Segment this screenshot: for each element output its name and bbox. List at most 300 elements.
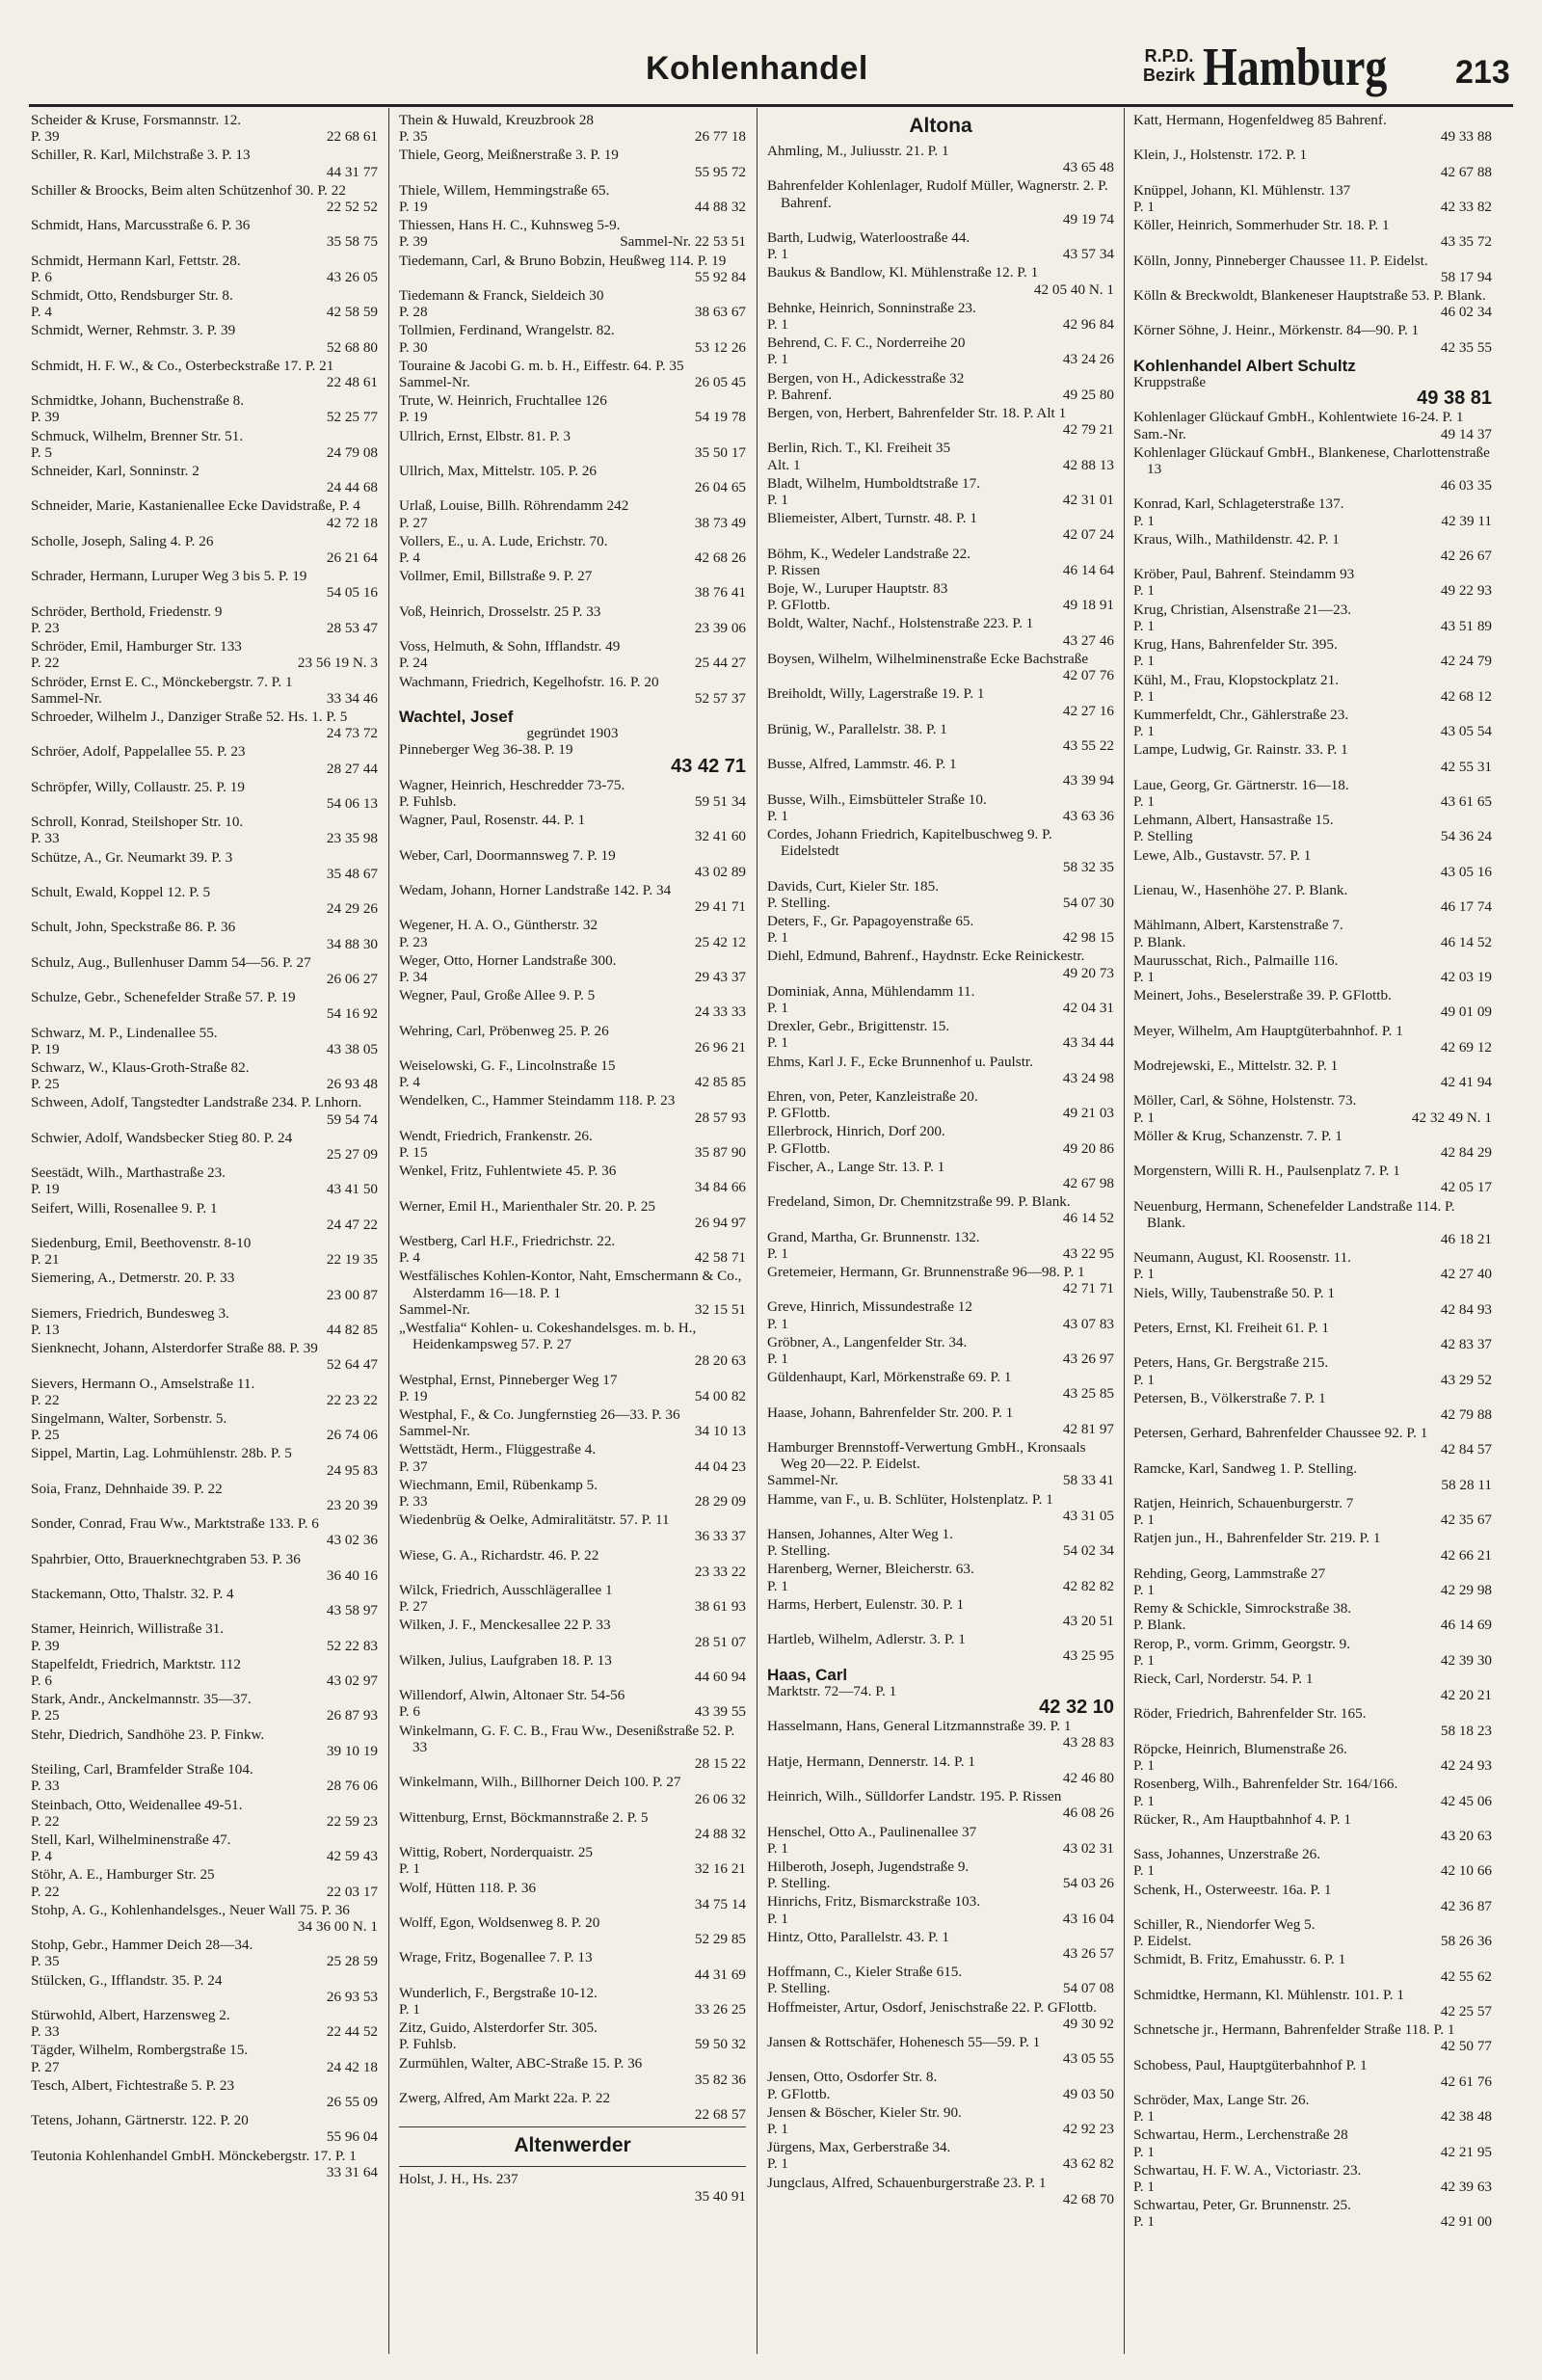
listing-tail: P. 23	[399, 933, 428, 950]
listing-entry	[1133, 1741, 1492, 1774]
listing-phone: 43 05 54	[1440, 723, 1492, 740]
listing-phone-row	[1133, 1109, 1492, 1126]
listing-address: Siedenburg, Emil, Beethovenstr. 8-10	[31, 1235, 252, 1251]
listing-phone: 43 07 83	[1062, 1315, 1114, 1332]
listing-address: Möller & Krug, Schanzenstr. 7. P. 1	[1133, 1127, 1343, 1144]
listing-phone: 43 22 95	[1062, 1244, 1114, 1262]
listing-entry	[1133, 374, 1492, 410]
listing-phone-row	[1147, 759, 1492, 775]
listing-phone-row	[781, 2016, 1114, 2032]
listing-phone-row	[781, 1070, 1114, 1086]
listing-address: Vollmer, Emil, Billstraße 9. P. 27	[399, 568, 593, 585]
listing-tail: P. 1	[1133, 687, 1155, 705]
listing-tail: P. 1	[1133, 1266, 1155, 1283]
listing-phone-row	[44, 1005, 378, 1022]
listing-phone: 46 14 64	[1062, 561, 1114, 578]
listing-phone-row	[1133, 1511, 1492, 1529]
listing-address: Stackemann, Otto, Thalstr. 32. P. 4	[31, 1586, 234, 1603]
listing-phone: 26 96 21	[694, 1038, 746, 1056]
listing-phone: 35 87 90	[694, 1143, 746, 1161]
listing-address: Rücker, R., Am Hauptbahnhof 4. P. 1	[1133, 1810, 1351, 1828]
listing-address: Hilberoth, Joseph, Jugendstraße 9.	[767, 1858, 970, 1875]
listing-phone-row	[44, 1743, 378, 1759]
listing-address: Schobess, Paul, Hauptgüterbahnhof P. 1	[1133, 2056, 1368, 2073]
listing-entry	[767, 1667, 1114, 1683]
listing-address: Krug, Christian, Alsenstraße 21—23.	[1133, 601, 1352, 618]
listing-entry	[399, 1320, 746, 1370]
city-name: Hamburg	[1203, 38, 1388, 97]
listing-address: Hamburger Brennstoff-Verwertung GmbH., Kronsaals Weg 20—22. P. Eidelst.	[767, 1439, 1086, 1473]
listing-entry	[1133, 1285, 1492, 1318]
listing-phone-row	[767, 1839, 1114, 1857]
listing-tail: P. 25	[31, 1076, 60, 1093]
listing-entry	[31, 1726, 378, 1759]
listing-entry	[1133, 1390, 1492, 1423]
listing-entry	[31, 1410, 378, 1443]
listing-entry	[399, 1511, 746, 1544]
listing-entry	[31, 1902, 378, 1935]
listing-tail: P. 1	[1133, 617, 1155, 634]
listing-entry	[767, 1334, 1114, 1367]
listing-tail: P. 1	[1133, 199, 1155, 216]
listing-phone: 26 87 93	[326, 1707, 378, 1725]
listing-address: Schwarz, W., Klaus-Groth-Straße 82.	[31, 1058, 250, 1076]
listing-entry	[399, 638, 746, 671]
listing-address: Schmidt, Otto, Rendsburger Str. 8.	[31, 287, 233, 305]
listing-phone-row	[1133, 1371, 1492, 1388]
listing-phone: 25 42 12	[694, 933, 746, 950]
listing-entry	[1133, 987, 1492, 1020]
listing-address: Weger, Otto, Horner Landstraße 300.	[399, 951, 617, 969]
listing-phone: 42 03 19	[1440, 968, 1492, 985]
listing-phone-row	[1147, 477, 1492, 494]
listing-phone: 26 74 06	[326, 1427, 378, 1444]
listing-phone: 43 02 36	[326, 1532, 378, 1549]
listing-phone-row	[31, 619, 378, 636]
listing-entry	[399, 847, 746, 880]
listing-entry	[767, 2104, 1114, 2137]
listing-phone: 42 05 40 N. 1	[1033, 281, 1114, 298]
listing-entry	[767, 1298, 1114, 1331]
listing-tail: P. Stelling.	[767, 1980, 831, 1997]
page-header	[29, 29, 1513, 104]
listing-entry	[767, 300, 1114, 333]
listing-address: Wolf, Hütten 118. P. 36	[399, 1879, 537, 1896]
listing-entry	[1133, 1354, 1492, 1387]
listing-phone: 49 25 80	[1062, 386, 1114, 403]
listing-phone-row	[44, 1356, 378, 1373]
listing-phone-row	[44, 479, 378, 495]
listing-phone: 29 43 37	[694, 968, 746, 985]
listing-phone: 35 82 36	[694, 2071, 746, 2088]
listing-address: Stamer, Heinrich, Willistraße 31.	[31, 1620, 225, 1638]
listing-tail: Alt. 1	[767, 456, 801, 473]
rpd-line2: Bezirk	[1142, 66, 1196, 85]
listing-address: Breiholdt, Willy, Lagerstraße 19. P. 1	[767, 685, 985, 703]
listing-phone-row	[412, 1110, 746, 1126]
listing-entry	[767, 229, 1114, 262]
listing-phone-row	[31, 409, 378, 426]
listing-phone-row	[44, 339, 378, 356]
listing-phone-row	[31, 1391, 378, 1408]
listing-entry	[767, 1526, 1114, 1559]
listing-phone: 28 27 44	[326, 760, 378, 777]
listing-phone: 49 21 03	[1062, 1105, 1114, 1122]
listing-phone: 42 71 71	[1062, 1280, 1114, 1297]
listing-entry	[399, 1617, 746, 1649]
listing-entry	[1133, 1425, 1492, 1457]
listing-entry	[31, 2077, 378, 2110]
listing-phone-row	[31, 2058, 378, 2075]
listing-entry	[1133, 952, 1492, 985]
listing-tail: P. 25	[31, 1707, 60, 1725]
listing-phone: 58 28 11	[1441, 1476, 1492, 1493]
listing-phone-row	[44, 374, 378, 390]
listing-tail: P. 27	[31, 2058, 60, 2075]
listing-address: Westfälisches Kohlen-Kontor, Naht, Emschermann & Co., Alsterdamm 16—18. P. 1	[399, 1268, 742, 1301]
listing-address: Behrend, C. F. C., Norderreihe 20	[767, 334, 966, 352]
listing-entry	[767, 1964, 1114, 1996]
section-title: Altenwerder	[514, 2134, 631, 2157]
listing-entry	[767, 1404, 1114, 1437]
listing-phone-row	[44, 199, 378, 215]
listing-phone-row	[1133, 968, 1492, 985]
listing-entry	[31, 1305, 378, 1338]
listing-phone: 22 48 61	[326, 374, 378, 391]
column-1	[31, 112, 378, 2358]
listing-phone-row	[781, 1647, 1114, 1664]
listing-phone-row	[399, 374, 746, 391]
listing-phone: 42 27 16	[1062, 702, 1114, 719]
listing-phone-row	[399, 233, 746, 251]
listing-phone: 23 39 06	[694, 619, 746, 636]
listing-address: Krug, Hans, Bahrenfelder Str. 395.	[1133, 636, 1338, 654]
listing-address: Rerop, P., vorm. Grimm, Georgstr. 9.	[1133, 1635, 1350, 1652]
listing-address: Jürgens, Max, Gerberstraße 34.	[767, 2139, 951, 2156]
listing-phone-row	[412, 1179, 746, 1195]
listing-phone: 28 53 47	[326, 619, 378, 636]
listing-address: Schwier, Adolf, Wandsbecker Stieg 80. P. 24	[31, 1129, 293, 1146]
listing-phone: 49 22 93	[1440, 582, 1492, 600]
listing-entry	[31, 2007, 378, 2040]
listing-entry	[31, 1164, 378, 1197]
listing-phone: 28 57 93	[694, 1109, 746, 1126]
listing-phone: 43 35 72	[1440, 233, 1492, 251]
listing-address: Tiedemann, Carl, & Bruno Bobzin, Heußweg 114. P. 19	[399, 252, 727, 269]
listing-tail: P. Stelling.	[767, 1875, 831, 1892]
listing-address: Röder, Friedrich, Bahrenfelder Str. 165.	[1133, 1705, 1367, 1723]
listing-address: Westphal, F., & Co. Jungfernstieg 26—33. P. 36	[399, 1406, 680, 1424]
listing-entry	[1133, 1776, 1492, 1808]
listing-phone-row	[781, 159, 1114, 175]
listing-entry	[767, 264, 1114, 297]
listing-tail: P. 39	[31, 1637, 60, 1654]
listing-entry	[399, 112, 746, 145]
listing-entry	[31, 217, 378, 250]
listing-entry	[399, 147, 746, 179]
listing-entry	[1133, 253, 1492, 285]
listing-phone-row	[1147, 1144, 1492, 1161]
listing-phone-row	[1147, 898, 1492, 915]
listing-phone-row	[781, 1175, 1114, 1191]
listing-phone: 42 27 40	[1440, 1266, 1492, 1283]
listing-entry	[767, 334, 1114, 367]
listing-phone: 55 95 72	[694, 163, 746, 180]
listing-address: Pinneberger Weg 36-38. P. 19	[399, 741, 573, 759]
listing-phone: 53 12 26	[694, 338, 746, 356]
listing-entry	[31, 1481, 378, 1513]
listing-entry	[399, 709, 746, 741]
listing-phone: 43 05 16	[1440, 863, 1492, 880]
listing-phone: 43 25 85	[1062, 1385, 1114, 1403]
listing-entry	[1133, 322, 1492, 355]
listing-entry	[1133, 1249, 1492, 1282]
listing-phone: 46 17 74	[1440, 898, 1492, 916]
listing-tail: P. 1	[767, 1839, 788, 1857]
listing-phone-row	[1147, 2003, 1492, 2019]
listing-phone-row	[781, 1770, 1114, 1786]
listing-tail: P. 22	[31, 655, 60, 672]
listing-tail: P. 6	[399, 1703, 420, 1721]
listing-address: Boje, W., Luruper Hauptstr. 83	[767, 580, 948, 598]
listing-address: Wenkel, Fritz, Fuhlentwiete 45. P. 36	[399, 1163, 617, 1180]
listing-address: Wiechmann, Emil, Rübenkamp 5.	[399, 1476, 598, 1493]
listing-tail: P. 33	[31, 830, 60, 847]
listing-phone-row	[1133, 1617, 1492, 1634]
listing-tail: P. 1	[1133, 1582, 1155, 1599]
listing-phone-row	[31, 1848, 378, 1865]
listing-phone-row	[412, 479, 746, 495]
listing-address: Schmidt, Werner, Rehmstr. 3. P. 39	[31, 322, 236, 339]
listing-phone-row	[1147, 304, 1492, 320]
listing-address: Siemers, Friedrich, Bundesweg 3.	[31, 1304, 229, 1322]
listing-phone: 42 69 12	[1440, 1038, 1492, 1056]
listing-phone: 33 31 64	[326, 2163, 378, 2180]
listing-phone: 42 91 00	[1440, 2213, 1492, 2231]
listing-entry	[31, 1832, 378, 1864]
listing-phone: 28 20 63	[694, 1352, 746, 1370]
listing-phone-row	[1133, 723, 1492, 740]
listing-address: Möller, Carl, & Söhne, Holstenstr. 73.	[1133, 1092, 1357, 1110]
listing-phone: 34 36 00 N. 1	[297, 1917, 378, 1935]
listing-phone: 26 21 64	[326, 549, 378, 567]
listing-phone: 42 72 18	[326, 514, 378, 531]
listing-phone: 46 08 26	[1062, 1805, 1114, 1822]
listing-address: Steiling, Carl, Bramfelder Straße 104.	[31, 1761, 253, 1778]
listing-phone: 38 73 49	[694, 514, 746, 531]
listing-phone-row	[1147, 269, 1492, 285]
listing-address: Wehring, Carl, Pröbenweg 25. P. 26	[399, 1022, 609, 1039]
listing-address: Trute, W. Heinrich, Fruchtallee 126	[399, 392, 607, 410]
listing-entry	[31, 1376, 378, 1408]
listing-phone: 42 79 88	[1440, 1406, 1492, 1424]
listing-tail: P. 22	[31, 1812, 60, 1830]
listing-address: Grand, Martha, Gr. Brunnenstr. 132.	[767, 1228, 980, 1245]
listing-entry	[31, 1515, 378, 1548]
listing-phone-row	[399, 2036, 746, 2053]
listing-entry	[399, 1128, 746, 1161]
listing-entry	[767, 1718, 1114, 1751]
listing-phone: 34 10 13	[694, 1423, 746, 1440]
listing-entry	[1133, 2021, 1492, 2054]
listing-address: Neumann, August, Kl. Roosenstr. 11.	[1133, 1249, 1351, 1267]
listing-phone-row	[412, 1896, 746, 1912]
listing-phone-row	[1133, 1933, 1492, 1950]
listing-phone: 34 88 30	[326, 935, 378, 952]
listing-phone: 26 77 18	[694, 128, 746, 146]
listing-address: Berlin, Rich. T., Kl. Freiheit 35	[767, 440, 951, 457]
listing-entry	[31, 849, 378, 882]
listing-phone: 28 15 22	[694, 1755, 746, 1773]
listing-tail: P. Blank.	[1133, 1617, 1186, 1634]
listing-tail: P. 1	[1133, 1371, 1155, 1388]
listing-entry	[399, 1687, 746, 1720]
listing-phone: 44 04 23	[694, 1457, 746, 1475]
listing-phone: 25 28 59	[326, 1953, 378, 1970]
listing-phone: 44 60 94	[694, 1669, 746, 1686]
listing-address: Weiselowski, G. F., Lincolnstraße 15	[399, 1056, 616, 1074]
listing-address: Kölln, Jonny, Pinneberger Chaussee 11. P. Eidelst.	[1133, 252, 1428, 269]
listing-tail: P. 1	[767, 1577, 788, 1594]
listing-entry	[399, 1774, 746, 1806]
listing-phone: 59 51 34	[694, 792, 746, 810]
listing-tail: P. Eidelst.	[1133, 1933, 1192, 1950]
listing-phone-row	[31, 1181, 378, 1198]
listing-address: Tollmien, Ferdinand, Wrangelstr. 82.	[399, 322, 615, 339]
listing-phone-row	[399, 933, 746, 950]
listing-phone-row	[767, 1875, 1114, 1892]
listing-entry	[1133, 812, 1492, 844]
listing-address: Gretemeier, Hermann, Gr. Brunnenstraße 96—98. P. 1	[767, 1264, 1085, 1280]
listing-address: Siemering, A., Detmerstr. 20. P. 33	[31, 1270, 235, 1287]
listing-address: Wolff, Egon, Woldsenweg 8. P. 20	[399, 1913, 600, 1931]
listing-phone: 42 31 01	[1062, 492, 1114, 509]
listing-address: Schnetsche jr., Hermann, Bahrenfelder Straße 118. P. 1	[1133, 2021, 1455, 2039]
listing-phone-row	[781, 703, 1114, 719]
listing-address: Wagner, Paul, Rosenstr. 44. P. 1	[399, 812, 586, 829]
listing-address: Schult, John, Speckstraße 86. P. 36	[31, 919, 236, 936]
listing-address: Schiller, R., Niendorfer Weg 5.	[1133, 1915, 1316, 1933]
listing-phone-row	[1133, 933, 1492, 950]
listing-phone: 54 36 24	[1440, 828, 1492, 845]
listing-entry	[399, 1880, 746, 1912]
listing-phone: 28 76 06	[326, 1778, 378, 1795]
listing-address: Holst, J. H., Hs. 237	[399, 2171, 518, 2188]
listing-tail: P. 19	[31, 1040, 60, 1057]
listing-phone-row	[31, 1707, 378, 1725]
listing-address: Schröpfer, Willy, Collaustr. 25. P. 19	[31, 778, 245, 795]
listing-phone: 22 68 57	[694, 2106, 746, 2124]
listing-phone-row	[31, 1883, 378, 1900]
listing-entry	[31, 1620, 378, 1653]
listing-phone: 42 20 21	[1440, 1687, 1492, 1704]
listing-phone-row	[412, 444, 746, 461]
listing-phone-row	[1133, 1757, 1492, 1775]
listing-address: Marktstr. 72—74. P. 1	[767, 1682, 897, 1699]
listing-phone: 43 38 05	[326, 1040, 378, 1057]
listing-address: Schiller, R. Karl, Milchstraße 3. P. 13	[31, 147, 251, 164]
listing-phone: 36 40 16	[326, 1566, 378, 1584]
listing-entry	[1133, 1092, 1492, 1125]
listing-tail: P. 33	[31, 2023, 60, 2041]
listing-phone-row	[1147, 128, 1492, 145]
listing-address: Wegener, H. A. O., Güntherstr. 32	[399, 917, 598, 934]
listing-phone-row	[31, 304, 378, 321]
listing-phone: 39 10 19	[326, 1742, 378, 1759]
listing-phone: 49 20 73	[1062, 964, 1114, 981]
listing-phone-row	[1133, 1266, 1492, 1283]
listing-address: Drexler, Gebr., Brigittenstr. 15.	[767, 1018, 950, 1035]
listing-address: Petersen, Gerhard, Bahrenfelder Chaussee 92. P. 1	[1133, 1425, 1428, 1442]
listing-phone: 42 39 30	[1440, 1651, 1492, 1669]
listing-phone-row	[44, 795, 378, 812]
listing-tail: P. Blank.	[1133, 933, 1186, 950]
listing-address: Schmidt, H. F. W., & Co., Osterbeckstraße 17. P. 21	[31, 357, 334, 374]
listing-address: Ahmling, M., Juliusstr. 21. P. 1	[767, 143, 949, 159]
listing-phone-row	[1133, 425, 1492, 442]
listing-phone-row	[44, 1111, 378, 1128]
listing-phone: 42 92 23	[1062, 2120, 1114, 2137]
listing-tail: P. 1	[767, 492, 788, 509]
listing-phone-row	[31, 1778, 378, 1795]
listing-phone: 52 68 80	[326, 338, 378, 356]
listing-tail: P. 37	[399, 1457, 428, 1475]
listing-phone: 42 58 71	[694, 1249, 746, 1267]
listing-phone-row	[1133, 2143, 1492, 2160]
listing-entry	[399, 428, 746, 461]
listing-address: Greve, Hinrich, Missundestraße 12	[767, 1298, 972, 1316]
listing-phone-row	[399, 128, 746, 146]
listing-phone: 26 06 27	[326, 970, 378, 987]
listing-entry	[767, 370, 1114, 403]
listing-address: Stehr, Diedrich, Sandhöhe 23. P. Finkw.	[31, 1725, 265, 1743]
listing-tail: P. 1	[1133, 1511, 1155, 1529]
listing-phone-row	[31, 830, 378, 847]
listing-phone-row	[1133, 653, 1492, 670]
listing-phone: 42 84 29	[1440, 1143, 1492, 1161]
listing-phone: 42 68 26	[694, 549, 746, 567]
listing-address: Spahrbier, Otto, Brauerknechtgraben 53. P. 36	[31, 1550, 301, 1567]
listing-phone-row	[767, 1910, 1114, 1927]
listing-phone-row	[781, 2050, 1114, 2067]
listing-phone: 23 00 87	[326, 1286, 378, 1303]
listing-entry	[767, 948, 1114, 980]
listing-phone: 33 34 46	[326, 689, 378, 707]
listing-entry	[767, 580, 1114, 613]
listing-phone: 42 50 77	[1440, 2038, 1492, 2055]
listing-address: Ullrich, Max, Mittelstr. 105. P. 26	[399, 463, 598, 480]
listing-phone-row	[781, 1210, 1114, 1226]
listing-address: Ellerbrock, Hinrich, Dorf 200.	[767, 1123, 945, 1140]
listing-entry	[399, 1914, 746, 1947]
listing-address: Harms, Herbert, Eulenstr. 30. P. 1	[767, 1595, 965, 1613]
listing-phone-row	[412, 1528, 746, 1544]
listing-phone-row	[1133, 828, 1492, 845]
listing-entry	[767, 791, 1114, 824]
listing-phone: 42 55 31	[1440, 758, 1492, 775]
listing-tail: P. 1	[1133, 1757, 1155, 1775]
listing-tail: P. 33	[31, 1778, 60, 1795]
listing-phone-row	[44, 1567, 378, 1584]
listing-tail: P. 4	[399, 549, 420, 567]
listing-address: Henschel, Otto A., Paulinenallee 37	[767, 1823, 977, 1840]
listing-tail: P. GFlottb.	[767, 597, 831, 614]
listing-address: Konrad, Karl, Schlageterstraße 137.	[1133, 495, 1344, 513]
listing-address: Wilck, Friedrich, Ausschlägerallee 1	[399, 1582, 613, 1599]
listing-tail: P. 1	[1133, 792, 1155, 810]
section-title: Altona	[909, 115, 972, 137]
listing-address: Hasselmann, Hans, General Litzmannstraße 39. P. 1	[767, 1718, 1072, 1735]
